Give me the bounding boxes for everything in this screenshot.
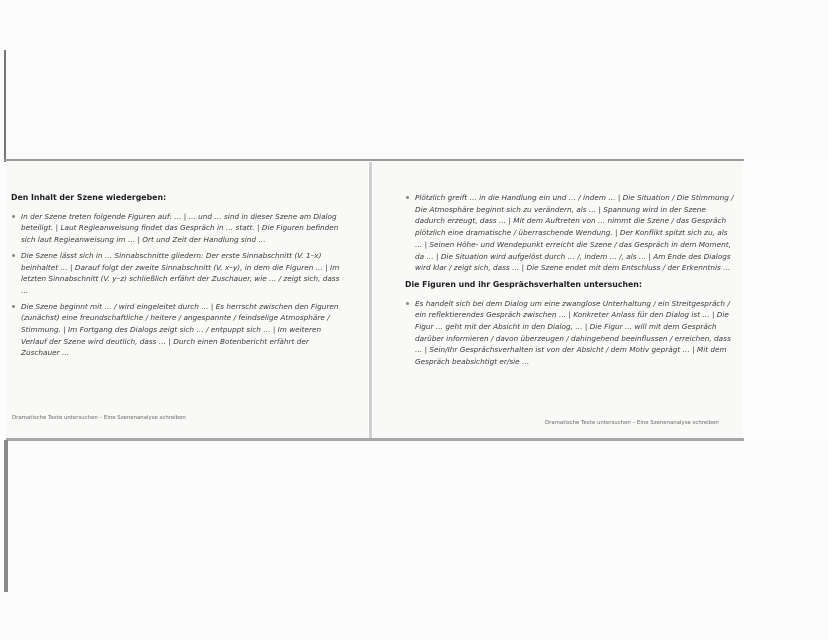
list-item: Die Szene beginnt mit … / wird eingeleitet durch … | Es herrscht zwischen den Figuren (zunächst) eine freundschaftliche / heitere / angespannte / feindselige Atmosphäre / Stimmung. | Im Fortgang des Dialogs zeigt sich … / entpuppt sich … | Im weiteren Verlauf der Szene wird deutlich, dass … | Durch einen Botenbericht erfährt der Zuschauer … (11, 301, 341, 360)
right-bullet-list-top (405, 192, 737, 274)
left-bullet-list (11, 211, 341, 359)
blank-top-area (0, 0, 828, 160)
scan-edge-left-top (4, 50, 6, 162)
right-page-content (405, 192, 737, 372)
list-item: In der Szene treten folgende Figuren auf: … | … und … sind in dieser Szene am Dialog beteiligt. | Laut Regieanweisung findet das Gespräch in … statt. | Die Figuren befinden sich laut Regieanweisung im … | Ort und Zeit der Handlung sind … (11, 211, 341, 246)
left-page (6, 161, 368, 438)
heading-inhalt: Den Inhalt der Szene wiedergeben: (11, 193, 167, 202)
right-bullet-list-bottom (405, 298, 737, 368)
list-item: Die Szene lässt sich in … Sinnabschnitte gliedern: Der erste Sinnabschnitt (V. 1–x) beinhaltet … | Darauf folgt der zweite Sinnabschnitt (V. x–y), in dem die Figuren … | Im letzten Sinnabschnitt (V. y–z) schließlich erfährt der Zuschauer, wie … / zeigt sich, dass … (11, 250, 341, 297)
left-page-content (11, 192, 341, 363)
right-page (373, 161, 743, 438)
heading-figuren: Die Figuren und ihr Gesprächsverhalten untersuchen: (405, 279, 642, 289)
page-fold (369, 162, 372, 438)
list-item: Es handelt sich bei dem Dialog um eine zwanglose Unterhaltung / ein Streitgespräch / ein reflektierendes Gespräch zwischen … | Konkreter Anlass für den Dialog ist … | Die Figur … geht mit der Absicht in den Dialog, … | Die Figur … will mit dem Gespräch darüber informieren / davon überzeugen / dahingehend beeinflussen / erreichen, dass … | Sein/Ihr Gesprächsverhalten ist von der Absicht / dem Motiv geprägt … | Mit dem Gespräch beabsichtigt er/sie … (405, 298, 737, 368)
blank-bottom-area (0, 440, 828, 640)
list-item: Plötzlich greift … in die Handlung ein und … / indem … | Die Situation / Die Stimmung / Die Atmosphäre beginnt sich zu verändern, als … | Spannung wird in der Szene dadurch erzeugt, dass … | Mit dem Auftreten von … nimmt die Szene / das Gespräch plötzlich eine dramatische / überraschende Wendung. | Der Konflikt spitzt sich zu, als … | Seinen Höhe- und Wendepunkt erreicht die Szene / das Gespräch in dem Moment, da … | Die Situation wird aufgelöst durch … /, indem … /, als … | Am Ende des Dialogs wird klar / zeigt sich, dass … | Die Szene endet mit dem Entschluss / der Erkenntnis … (405, 192, 737, 274)
scan-edge-bottom (6, 438, 744, 441)
page-footer-right: Dramatische Texte untersuchen – Eine Szenenanalyse schreiben (545, 420, 719, 426)
page-footer-left: Dramatische Texte untersuchen – Eine Szenenanalyse schreiben (12, 415, 186, 421)
scan-edge-left-bottom (4, 440, 8, 592)
